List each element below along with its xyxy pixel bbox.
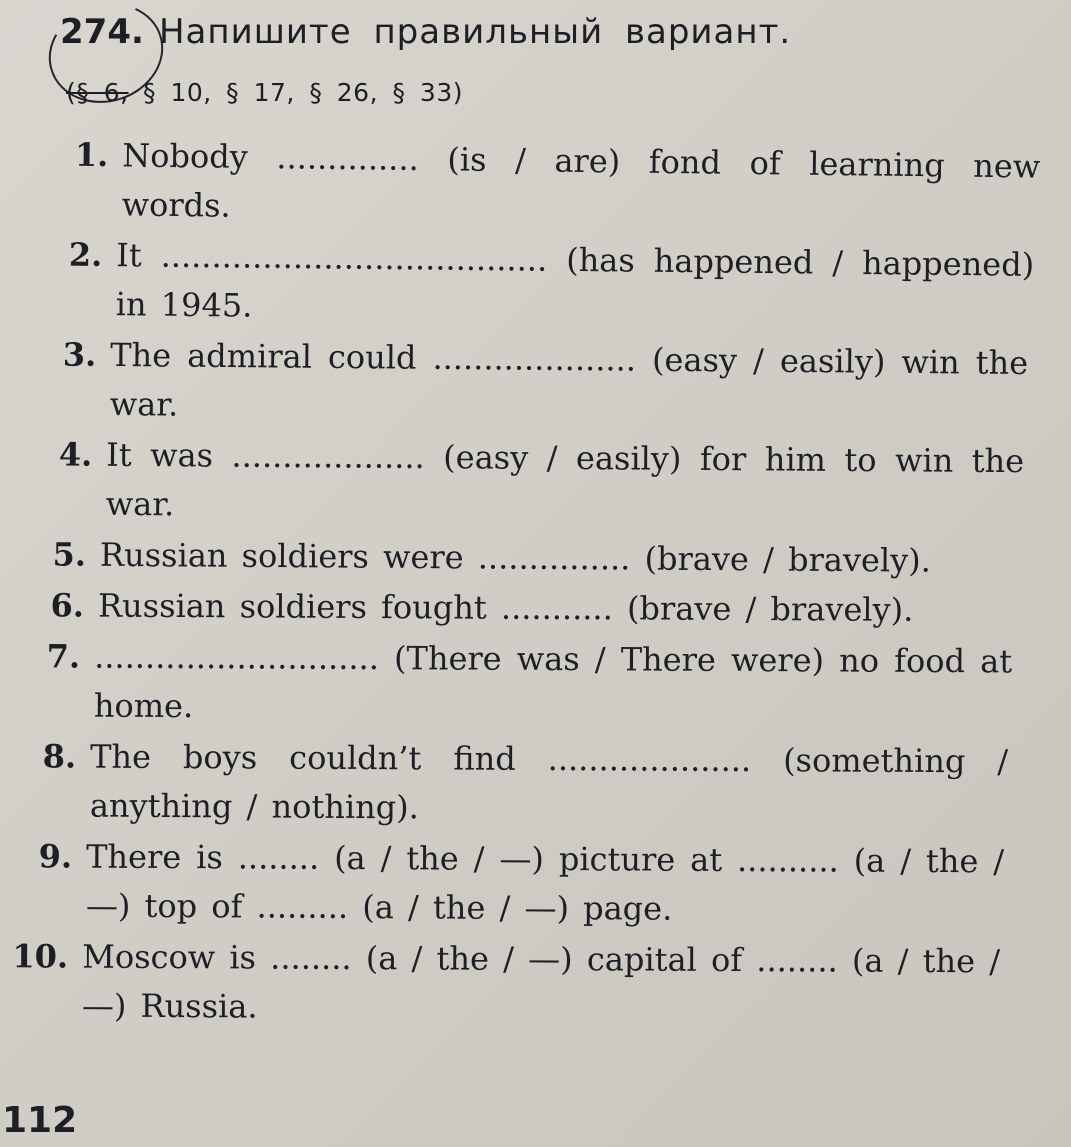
exercise-item bbox=[0, 732, 1008, 835]
item-text: It ...................................... (has happened / happened) in 1945. bbox=[115, 236, 1035, 325]
exercise-item bbox=[0, 932, 1000, 1035]
exercise-item bbox=[0, 632, 1012, 735]
exercise-items bbox=[10, 130, 1040, 1032]
exercise-item bbox=[0, 832, 1004, 935]
grammar-reference-struck: (§ 6, bbox=[66, 78, 129, 107]
item-text: Nobody .............. (is / are) fond of learning new words. bbox=[121, 136, 1041, 225]
item-text: ............................ (There was / There were) no food at home. bbox=[93, 637, 1013, 726]
item-number: 6. bbox=[50, 586, 85, 625]
page-number: 112 bbox=[2, 1100, 78, 1141]
exercise-item bbox=[0, 530, 1018, 586]
exercise-item bbox=[9, 130, 1040, 241]
item-number: 5. bbox=[52, 535, 87, 574]
grammar-references bbox=[66, 78, 463, 107]
item-text: Russian soldiers were ............... (brave / bravely). bbox=[99, 535, 932, 580]
item-number: 1. bbox=[74, 135, 109, 175]
item-text: There is ........ (a / the / —) picture at .......... (a / the / —) top of ......... (a / the / —) page. bbox=[85, 837, 1005, 928]
item-number: 9. bbox=[38, 837, 73, 876]
item-number: 2. bbox=[68, 235, 103, 275]
exercise-number: 274. bbox=[60, 12, 144, 52]
item-number: 10. bbox=[12, 937, 69, 976]
item-text: Russian soldiers fought ........... (brave / bravely). bbox=[97, 586, 914, 629]
item-number: 4. bbox=[58, 435, 93, 474]
exercise-title: Напишите правильный вариант. bbox=[158, 12, 792, 52]
item-number: 3. bbox=[62, 335, 97, 374]
exercise-header bbox=[60, 12, 791, 52]
exercise-item bbox=[0, 581, 1016, 635]
item-text: Moscow is ........ (a / the / —) capital of ........ (a / the / —) Russia. bbox=[81, 937, 1001, 1026]
exercise-item bbox=[0, 430, 1024, 535]
item-text: It was ................... (easy / easily) for him to win the war. bbox=[105, 435, 1025, 524]
item-text: The admiral could .................... (easy / easily) win the war. bbox=[109, 335, 1029, 424]
exercise-item bbox=[3, 230, 1034, 339]
item-number: 8. bbox=[42, 737, 77, 776]
item-text: The boys couldn’t find .................... (something / anything / nothing). bbox=[89, 737, 1009, 827]
exercise-number-wrap bbox=[60, 12, 144, 52]
item-number: 7. bbox=[46, 637, 81, 676]
grammar-reference-list: § 10, § 17, § 26, § 33) bbox=[143, 78, 463, 107]
exercise-item bbox=[0, 330, 1028, 437]
